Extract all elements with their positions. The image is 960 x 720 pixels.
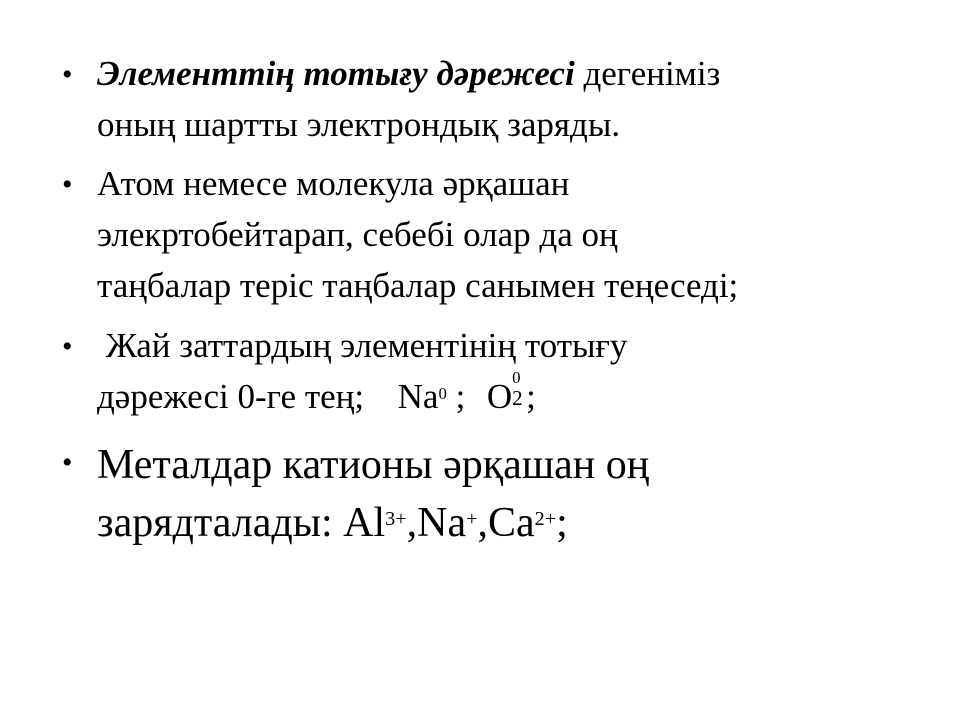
formula-na-charge: + — [466, 507, 478, 530]
bullet-2-line-1: Атом немесе молекула әрқашан — [97, 164, 570, 203]
bullet-text-1 — [97, 48, 917, 150]
bullet-1-term: Элементтің тотығу дәрежесі — [97, 54, 575, 93]
formula-na-charge: 0 — [438, 383, 447, 403]
formula-ca-symbol: ,Ca — [477, 500, 535, 546]
bullet-3-line-2 — [97, 368, 917, 422]
bullet-1-line-1 — [97, 48, 917, 99]
bullet-2-line-3: таңбалар теріс таңбалар санымен теңеседі; — [97, 266, 739, 305]
bullet-3-line-1: Жай заттардың элементінің тотығу — [97, 326, 628, 365]
bullet-4-line-1: Металдар катионы әрқашан оң — [97, 442, 650, 488]
formula-ca-charge: 2+ — [534, 507, 557, 530]
bullet-text-3 — [97, 320, 917, 422]
formula-al-charge: 3+ — [385, 507, 407, 530]
bullet-text-2 — [97, 158, 917, 311]
bullet-4-line-2 — [97, 494, 917, 552]
bullet-1-line-2: оның шартты электрондық заряды. — [97, 105, 621, 144]
formula-separator: ; — [446, 377, 466, 416]
formula-o-symbol: O — [486, 377, 513, 416]
bullet-1-line-1-rest: дегеніміз — [574, 54, 721, 93]
bullet-text-4 — [97, 436, 917, 552]
bullet-2-line-2: элекртобейтарап, себебі олар да оң — [97, 215, 618, 254]
formula-na-symbol: ,Na — [406, 500, 467, 546]
formula-o-index: 2 — [512, 386, 523, 411]
formula-na-symbol: Na — [397, 377, 439, 416]
bullet-icon: • — [62, 168, 73, 201]
bullet-4-line-2-text: зарядталады: — [97, 500, 344, 546]
formula-o-charge: 0 — [512, 368, 521, 388]
formula-o-scripts — [512, 368, 526, 411]
bullet-icon: • — [62, 446, 73, 479]
bullet-icon: • — [62, 58, 73, 91]
bullet-3-line-2-text: дәрежесі 0-ге тең; — [97, 377, 365, 416]
formula-end: ; — [526, 377, 536, 416]
formula-end: ; — [556, 500, 568, 546]
bullet-icon: • — [62, 330, 73, 363]
formula-al-symbol: Al — [343, 500, 386, 546]
